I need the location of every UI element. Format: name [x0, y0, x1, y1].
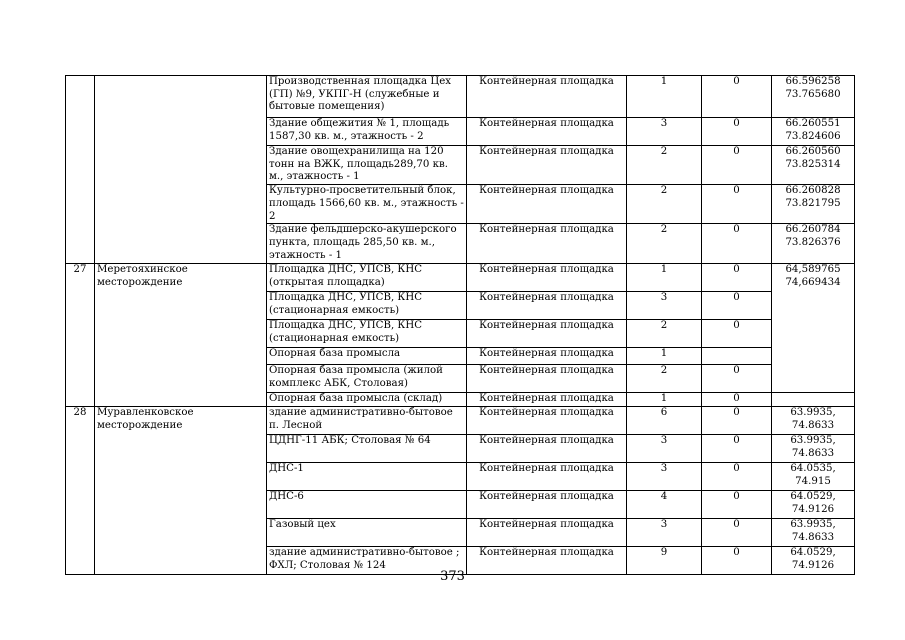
- site-type-cell: Контейнерная площадка: [467, 463, 627, 491]
- object-name-cell: Площадка ДНС, УПСВ, КНС (стационарная емкость): [267, 320, 467, 348]
- coordinates-cell: [772, 118, 855, 146]
- field-name-cell: Муравленковское месторождение: [95, 407, 267, 575]
- site-type-cell: Контейнерная площадка: [467, 185, 627, 224]
- second-count-cell: 0: [702, 435, 772, 463]
- site-type-cell: Контейнерная площадка: [467, 146, 627, 185]
- latitude: 64,589765: [785, 264, 841, 276]
- second-count-cell: [702, 348, 772, 365]
- second-count-cell: 0: [702, 491, 772, 519]
- site-type-cell: Контейнерная площадка: [467, 292, 627, 320]
- count-cell: 3: [627, 463, 702, 491]
- object-name-cell: Газовый цех: [267, 519, 467, 547]
- longitude: 73.826376: [785, 236, 841, 248]
- coordinates-cell: [772, 185, 855, 224]
- site-type-cell: Контейнерная площадка: [467, 348, 627, 365]
- coordinates-cell: [772, 393, 855, 407]
- site-type-cell: Контейнерная площадка: [467, 547, 627, 575]
- second-count-cell: 0: [702, 224, 772, 264]
- longitude: 73.821795: [785, 197, 841, 209]
- count-cell: 3: [627, 519, 702, 547]
- object-name-cell: ДНС-1: [267, 463, 467, 491]
- site-type-cell: Контейнерная площадка: [467, 519, 627, 547]
- coordinates-cell: [772, 224, 855, 264]
- object-name-cell: Площадка ДНС, УПСВ, КНС (открытая площадка): [267, 264, 467, 292]
- count-cell: 2: [627, 146, 702, 185]
- site-type-cell: Контейнерная площадка: [467, 407, 627, 435]
- second-count-cell: 0: [702, 292, 772, 320]
- coordinates-cell: [772, 264, 855, 393]
- longitude: 74.9126: [791, 559, 835, 571]
- latitude: 63.9935,: [790, 519, 836, 531]
- latitude: 66.260560: [785, 146, 841, 157]
- latitude: 63.9935,: [790, 435, 836, 447]
- coordinates-cell: [772, 435, 855, 463]
- second-count-cell: 0: [702, 185, 772, 224]
- count-cell: 4: [627, 491, 702, 519]
- second-count-cell: 0: [702, 264, 772, 292]
- object-name-cell: Опорная база промысла: [267, 348, 467, 365]
- object-name-cell: Площадка ДНС, УПСВ, КНС (стационарная емкость): [267, 292, 467, 320]
- site-type-cell: Контейнерная площадка: [467, 264, 627, 292]
- second-count-cell: 0: [702, 519, 772, 547]
- object-name-cell: Производственная площадка Цех (ГП) №9, УКПГ-Н (служебные и бытовые помещения): [267, 76, 467, 118]
- table-row: [66, 407, 855, 435]
- object-name-cell: здание административно-бытовое п. Лесной: [267, 407, 467, 435]
- longitude: 73.825314: [785, 158, 841, 170]
- second-count-cell: 0: [702, 393, 772, 407]
- site-type-cell: Контейнерная площадка: [467, 365, 627, 393]
- latitude: 66.260551: [785, 118, 841, 129]
- second-count-cell: 0: [702, 118, 772, 146]
- count-cell: 3: [627, 118, 702, 146]
- page-number: 373: [440, 569, 465, 584]
- latitude: 66.260828: [785, 185, 841, 197]
- waste-sites-table: [65, 75, 855, 575]
- longitude: 74,669434: [785, 276, 841, 288]
- object-name-cell: ДНС-6: [267, 491, 467, 519]
- row-number-cell: [66, 76, 95, 264]
- count-cell: 1: [627, 393, 702, 407]
- row-number-cell: 28: [66, 407, 95, 575]
- count-cell: 2: [627, 320, 702, 348]
- coordinates-cell: [772, 407, 855, 435]
- latitude: 66.596258: [785, 76, 841, 87]
- object-name-cell: Здание общежития № 1, площадь 1587,30 кв. м., этажность - 2: [267, 118, 467, 146]
- latitude: 64.0529,: [790, 491, 836, 503]
- coordinates-cell: [772, 146, 855, 185]
- object-name-cell: здание административно-бытовое ; ФХЛ; Столовая № 124: [267, 547, 467, 575]
- count-cell: 1: [627, 348, 702, 365]
- count-cell: 3: [627, 435, 702, 463]
- coordinates-cell: [772, 519, 855, 547]
- latitude: 66.260784: [785, 224, 841, 236]
- object-name-cell: Здание овощехранилища на 120 тонн на ВЖК, площадь289,70 кв. м., этажность - 1: [267, 146, 467, 185]
- coordinates-cell: [772, 463, 855, 491]
- field-name-cell: [95, 76, 267, 264]
- second-count-cell: 0: [702, 146, 772, 185]
- table-row: [66, 264, 855, 292]
- longitude: 73.824606: [785, 130, 841, 142]
- count-cell: 2: [627, 365, 702, 393]
- row-number-cell: 27: [66, 264, 95, 407]
- second-count-cell: 0: [702, 547, 772, 575]
- table-row: [66, 76, 855, 118]
- second-count-cell: 0: [702, 365, 772, 393]
- count-cell: 6: [627, 407, 702, 435]
- latitude: 64.0535,: [790, 463, 836, 475]
- latitude: 64.0529,: [790, 547, 836, 559]
- longitude: 74.9126: [791, 503, 835, 515]
- site-type-cell: Контейнерная площадка: [467, 224, 627, 264]
- longitude: 74.915: [795, 475, 831, 487]
- site-type-cell: Контейнерная площадка: [467, 118, 627, 146]
- count-cell: 1: [627, 76, 702, 118]
- object-name-cell: ЦДНГ-11 АБК; Столовая № 64: [267, 435, 467, 463]
- longitude: 74.8633: [791, 419, 835, 431]
- object-name-cell: Культурно-просветительный блок, площадь 1566,60 кв. м., этажность - 2: [267, 185, 467, 224]
- count-cell: 1: [627, 264, 702, 292]
- field-name-cell: Меретояхинское месторождение: [95, 264, 267, 407]
- site-type-cell: Контейнерная площадка: [467, 435, 627, 463]
- latitude: 63.9935,: [790, 407, 836, 419]
- count-cell: 9: [627, 547, 702, 575]
- site-type-cell: Контейнерная площадка: [467, 76, 627, 118]
- second-count-cell: 0: [702, 407, 772, 435]
- count-cell: 2: [627, 224, 702, 264]
- second-count-cell: 0: [702, 320, 772, 348]
- longitude: 73.765680: [785, 88, 841, 100]
- coordinates-cell: [772, 76, 855, 118]
- longitude: 74.8633: [791, 531, 835, 543]
- longitude: 74.8633: [791, 447, 835, 459]
- site-type-cell: Контейнерная площадка: [467, 320, 627, 348]
- second-count-cell: 0: [702, 76, 772, 118]
- count-cell: 2: [627, 185, 702, 224]
- object-name-cell: Опорная база промысла (жилой комплекс АБК, Столовая): [267, 365, 467, 393]
- object-name-cell: Здание фельдшерско-акушерского пункта, площадь 285,50 кв. м., этажность - 1: [267, 224, 467, 264]
- site-type-cell: Контейнерная площадка: [467, 491, 627, 519]
- second-count-cell: 0: [702, 463, 772, 491]
- coordinates-cell: [772, 491, 855, 519]
- object-name-cell: Опорная база промысла (склад): [267, 393, 467, 407]
- count-cell: 3: [627, 292, 702, 320]
- site-type-cell: Контейнерная площадка: [467, 393, 627, 407]
